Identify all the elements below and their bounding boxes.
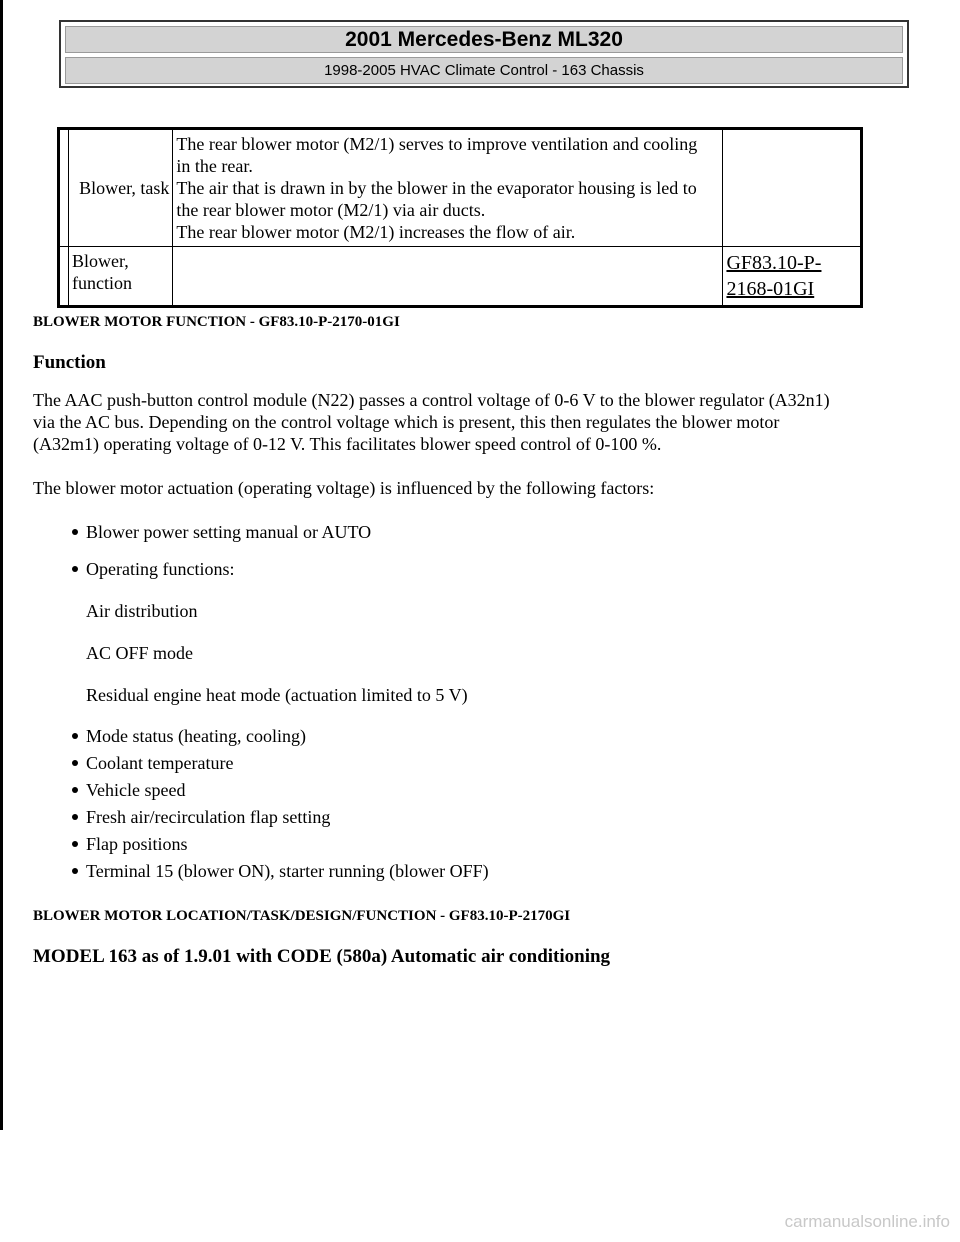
factors-list-continued — [33, 725, 923, 882]
table-row-blower-task — [59, 129, 862, 247]
factors-intro: The blower motor actuation (operating voltage) is influenced by the following factors: — [33, 478, 655, 498]
description-line: the rear blower motor (M2/1) via air ducts. — [176, 200, 486, 220]
left-page-border — [0, 0, 3, 1130]
sub-item: AC OFF mode — [86, 643, 194, 663]
bullet-icon — [72, 787, 78, 793]
document-body — [33, 308, 923, 968]
section-heading-blower-motor-location: BLOWER MOTOR LOCATION/TASK/DESIGN/FUNCTION - GF83.10-P-2170GI — [33, 908, 571, 924]
blower-function-label — [69, 247, 173, 307]
operating-functions-sublist — [33, 600, 923, 706]
bullet-icon — [72, 566, 78, 572]
blower-spec-table — [57, 127, 863, 308]
header-title: 2001 Mercedes-Benz ML320 — [65, 26, 903, 53]
list-item: Flap positions — [72, 833, 923, 855]
gf83-10-p-2168-01gi-link[interactable] — [726, 250, 836, 302]
list-item: Mode status (heating, cooling) — [72, 725, 923, 747]
document-header — [59, 20, 909, 88]
list-item: Vehicle speed — [72, 779, 923, 801]
section-heading-blower-motor-function: BLOWER MOTOR FUNCTION - GF83.10-P-2170-01GI — [33, 314, 400, 330]
bullet-icon — [72, 814, 78, 820]
paragraph-line: via the AC bus. Depending on the control voltage which is present, this then regulates the blower motor — [33, 412, 780, 432]
bullet-icon — [72, 868, 78, 874]
bullet-icon — [72, 760, 78, 766]
bullet-icon — [72, 841, 78, 847]
link-line: 2168-01GI — [726, 278, 815, 300]
bullet-icon — [72, 529, 78, 535]
list-item: Operating functions: — [72, 558, 923, 580]
label-line: function — [72, 273, 133, 293]
label-line: Blower, — [72, 251, 129, 271]
function-heading: Function — [33, 352, 106, 373]
table-row-blower-function — [59, 247, 862, 307]
list-item: Fresh air/recirculation flap setting — [72, 806, 923, 828]
factors-list — [33, 521, 923, 580]
description-line: The rear blower motor (M2/1) increases the flow of air. — [176, 222, 576, 242]
sub-item: Residual engine heat mode (actuation limited to 5 V) — [86, 685, 468, 705]
model-heading: MODEL 163 as of 1.9.01 with CODE (580a) Automatic air conditioning — [33, 946, 611, 967]
list-item: Coolant temperature — [72, 752, 923, 774]
link-line: GF83.10-P- — [726, 252, 822, 274]
description-line: The air that is drawn in by the blower in the evaporator housing is led to — [176, 178, 697, 198]
sub-item: Air distribution — [86, 601, 198, 621]
footer-watermark: carmanualsonline.info — [784, 1212, 950, 1231]
paragraph-line: The AAC push-button control module (N22) passes a control voltage of 0-6 V to the blower regulator (A32n1) — [33, 390, 830, 410]
blower-task-description — [173, 129, 723, 247]
description-line: The rear blower motor (M2/1) serves to improve ventilation and cooling — [176, 134, 698, 154]
list-item: Blower power setting manual or AUTO — [72, 521, 923, 543]
list-item: Terminal 15 (blower ON), starter running (blower OFF) — [72, 860, 923, 882]
blower-task-label: Blower, task — [69, 129, 173, 247]
paragraph-line: (A32m1) operating voltage of 0-12 V. This facilitates blower speed control of 0-100 %. — [33, 434, 662, 454]
function-paragraph — [33, 389, 923, 455]
description-line: in the rear. — [176, 156, 253, 176]
bullet-icon — [72, 733, 78, 739]
header-subtitle: 1998-2005 HVAC Climate Control - 163 Chassis — [65, 57, 903, 84]
